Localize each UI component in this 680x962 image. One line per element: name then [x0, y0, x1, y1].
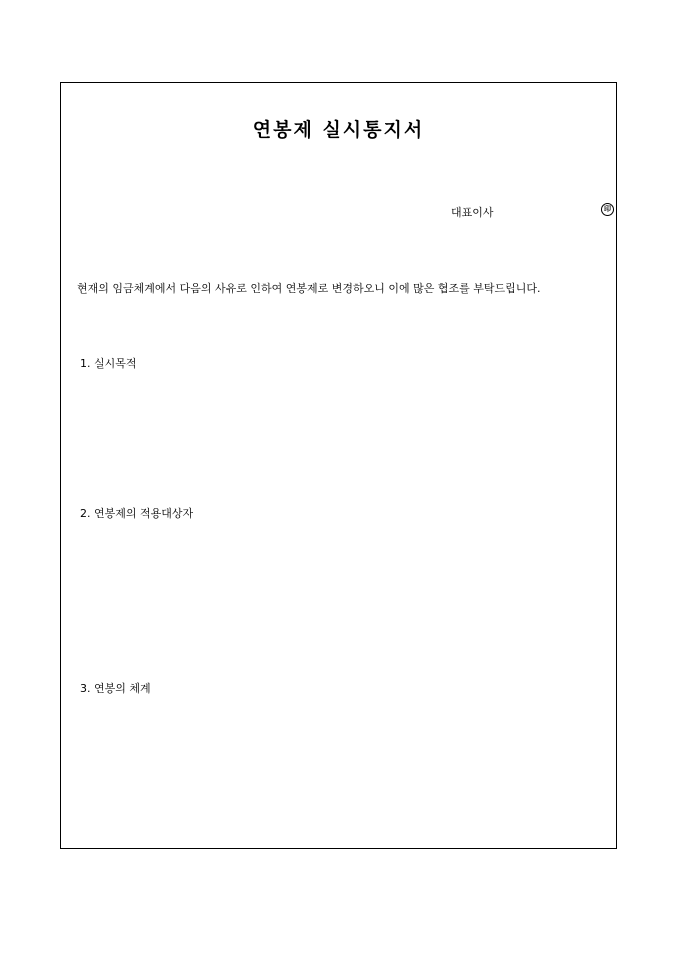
section-heading-salary-structure: 3. 연봉의 체계: [80, 682, 151, 695]
section-heading-purpose: 1. 실시목적: [80, 357, 137, 370]
document-title: 연봉제 실시통지서: [252, 119, 425, 141]
seal-icon: 印: [601, 203, 614, 216]
section-heading-eligible-employees: 2. 연봉제의 적용대상자: [80, 507, 194, 520]
ceo-signature-label: 대표이사: [451, 206, 494, 219]
document-frame: [60, 82, 617, 849]
intro-paragraph: 현재의 임금체계에서 다음의 사유로 인하여 연봉제로 변경하오니 이에 많은 협조를 부탁드립니다.: [77, 282, 541, 295]
